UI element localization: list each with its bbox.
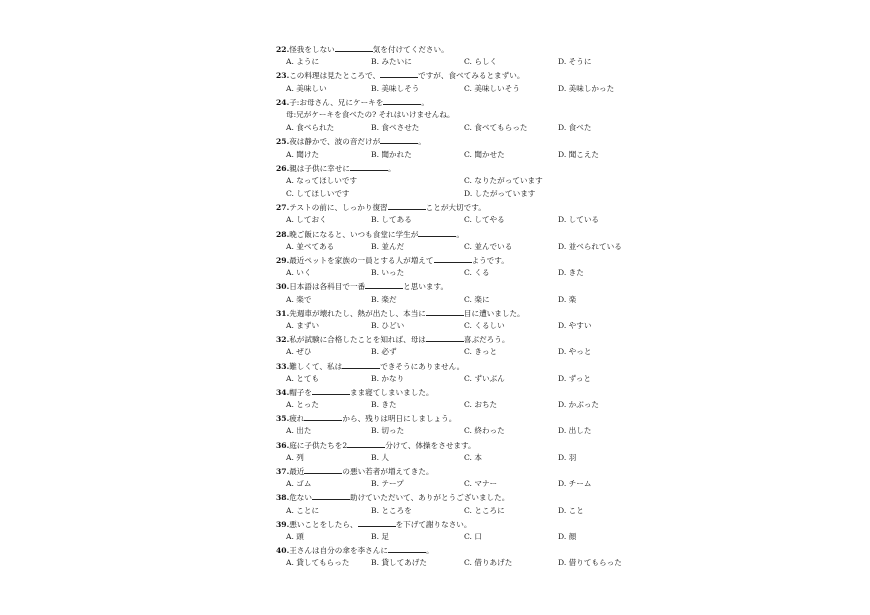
option-left: C. してほしいです: [286, 189, 350, 199]
answer-blank: [426, 332, 464, 342]
question-line: [276, 279, 636, 292]
option-b: B. いった: [371, 268, 405, 278]
question-stem-after: 。: [456, 229, 464, 239]
question-line: [276, 306, 636, 319]
answer-blank: [434, 253, 472, 263]
option-d: D. 食べた: [558, 123, 592, 133]
option-b: B. 食べさせた: [371, 123, 420, 133]
question-stem-before: 子:お母さん、兄にケーキを: [289, 97, 384, 107]
option-a: A. とても: [286, 373, 320, 383]
question-number: 27.: [276, 203, 290, 213]
question-stem-before: 日本語は各科目で一番: [289, 282, 366, 292]
answer-blank: [347, 438, 385, 448]
option-left: A. なってほしいです: [286, 175, 358, 185]
question-line: [276, 227, 636, 240]
option-c: C. らしく: [464, 57, 498, 67]
options-row: [276, 319, 636, 332]
options-row: [276, 213, 636, 226]
question-number: 33.: [276, 361, 290, 371]
question-line: [276, 411, 636, 424]
options-row: [276, 174, 636, 187]
option-d: D. 借りてもらった: [558, 558, 622, 568]
option-a: A. しておく: [286, 215, 327, 225]
question-line: [276, 385, 636, 398]
option-b: B. みたいに: [371, 57, 412, 67]
option-c: C. 並んでいる: [464, 241, 513, 251]
option-c: C. 食べてもらった: [464, 123, 528, 133]
question-stem-after: と思います。: [403, 282, 449, 292]
question-stem-after: から、残りは明日にしましょう。: [342, 414, 457, 424]
question-line: [276, 134, 636, 147]
options-row: [276, 530, 636, 543]
question-line: [276, 161, 636, 174]
question-stem-before: 夜は静かで、波の音だけが: [289, 137, 381, 147]
question-stem-before: 危ない: [289, 493, 312, 503]
option-d: D. かぶった: [558, 400, 600, 410]
option-a: A. ことに: [286, 505, 320, 515]
answer-blank: [350, 161, 388, 171]
option-right: C. なりたがっています: [464, 175, 543, 185]
option-a: A. とった: [286, 400, 319, 410]
question-stem-before: 先週車が壊れたし、熱が出たし、本当に: [289, 308, 426, 318]
question-number: 37.: [276, 467, 290, 476]
option-d: D. チーム: [558, 479, 592, 489]
question-stem-after: 分けて、体操をさせます。: [385, 440, 476, 450]
option-a: A. 美味しい: [286, 83, 327, 93]
question-stem-before: 王さんは自分の傘を李さんに: [289, 546, 388, 556]
options-row: [276, 451, 636, 464]
question-stem-before: 晩ご飯になると、いつも食堂に学生が: [289, 229, 419, 239]
options-row: [276, 293, 636, 306]
option-a: A. ぜひ: [286, 347, 312, 357]
option-d: D. やっと: [558, 347, 592, 357]
question-number: 40.: [276, 546, 290, 556]
answer-blank: [365, 279, 403, 289]
option-a: A. まずい: [286, 320, 320, 330]
option-a: A. ように: [286, 57, 320, 67]
option-c: C. くるしい: [464, 320, 505, 330]
options-row: [276, 372, 636, 385]
question-stem-before: 悪いことをしたら、: [289, 519, 358, 529]
question-number: 34.: [276, 387, 290, 397]
question-number: 23.: [276, 71, 290, 81]
option-d: D. 聞こえた: [558, 149, 600, 159]
question-number: 35.: [276, 414, 290, 424]
question-line: [276, 68, 636, 81]
option-c: C. 借りあげた: [464, 558, 513, 568]
question-number: 26.: [276, 163, 290, 173]
question-line: [276, 200, 636, 213]
option-b: B. 足: [371, 531, 390, 541]
option-d: D. 美味しかった: [558, 83, 615, 93]
question-line: [276, 517, 636, 530]
options-row: [276, 345, 636, 358]
question-number: 30.: [276, 282, 290, 292]
option-d: D. 並べられている: [558, 241, 622, 251]
question-stem-before: 私が試験に合格したことを知れば、母は: [289, 335, 426, 345]
options-row: [276, 424, 636, 437]
question-stem-before: テストの前に、しっかり復習: [289, 203, 388, 213]
answer-blank: [312, 385, 350, 395]
answer-blank: [304, 464, 342, 474]
question-line: [276, 464, 636, 477]
option-c: C. くる: [464, 268, 490, 278]
question-stem-before: 難しくて、私は: [289, 361, 343, 371]
question-line: [276, 359, 636, 372]
question-stem-after: できそうにありません。: [380, 361, 465, 371]
options-row: [276, 398, 636, 411]
question-stem-after: 。: [418, 137, 426, 147]
question-subline: 母:兄がケーキを食べたの? それはいけませんね。: [286, 109, 455, 119]
options-row: [276, 82, 636, 95]
option-d: D. 顔: [558, 531, 577, 541]
option-c: C. 聞かせた: [464, 149, 505, 159]
option-b: B. 必ず: [371, 347, 397, 357]
option-d: D. きた: [558, 268, 584, 278]
question-stem-after: ですが、食べてみるとまずい。: [418, 71, 525, 81]
question-line: [276, 490, 636, 503]
option-c: C. 本: [464, 452, 482, 462]
question-stem-after: 喜ぶだろう。: [463, 335, 510, 345]
option-b: B. 人: [371, 452, 390, 462]
option-a: A. 頭: [286, 531, 304, 541]
option-b: B. 切った: [371, 426, 405, 436]
option-d: D. やすい: [558, 320, 592, 330]
question-stem-after: ようです。: [471, 256, 509, 265]
question-stem-after: 。: [421, 97, 429, 107]
question-line: [276, 332, 636, 345]
option-d: D. 出した: [558, 426, 592, 436]
option-d: D. ずっと: [558, 373, 591, 383]
question-number: 36.: [276, 440, 290, 450]
answer-blank: [335, 42, 373, 52]
question-stem-after: 。: [387, 163, 396, 173]
option-b: B. テープ: [371, 479, 404, 489]
option-c: C. 楽に: [464, 294, 490, 304]
question-stem-before: 疲れ: [289, 414, 305, 424]
answer-blank: [418, 227, 456, 237]
option-a: A. いく: [286, 268, 312, 278]
question-stem-before: 最近ペットを家族の一員とする人が増えて: [289, 256, 434, 265]
answer-blank: [304, 411, 342, 421]
option-c: C. 美味しいそう: [464, 83, 520, 93]
option-a: A. 列: [286, 452, 304, 462]
option-d: D. そうに: [558, 57, 592, 67]
option-d: D. 羽: [558, 452, 577, 462]
question-number: 25.: [276, 137, 290, 147]
answer-blank: [358, 517, 396, 527]
option-b: B. かなり: [371, 373, 405, 383]
options-row: [276, 240, 636, 253]
question-line: [276, 438, 636, 451]
option-a: A. 貸してもらった: [286, 558, 350, 568]
option-d: D. している: [558, 215, 600, 225]
question-stem-before: 怪我をしない: [289, 45, 335, 54]
question-stem-before: 最近: [289, 467, 305, 476]
option-a: A. 食べられた: [286, 123, 335, 133]
question-line: [276, 42, 636, 55]
option-a: A. 出た: [286, 426, 312, 436]
question-line: [276, 95, 636, 108]
option-a: A. ゴム: [286, 479, 312, 489]
question-stem-after: まま寝てしまいました。: [350, 387, 434, 397]
question-stem-after: ことが大切です。: [425, 203, 486, 213]
option-b: B. ひどい: [371, 320, 405, 330]
answer-blank: [312, 490, 350, 500]
question-stem-after: 目に遭いました。: [463, 308, 525, 318]
answer-blank: [426, 306, 464, 316]
question-number: 24.: [276, 97, 290, 107]
answer-blank: [383, 95, 421, 105]
option-c: C. 終わった: [464, 426, 505, 436]
option-d: D. 楽: [558, 294, 577, 304]
option-b: B. 美味しそう: [371, 83, 420, 93]
options-row: [276, 504, 636, 517]
option-b: B. 並んだ: [371, 241, 405, 251]
option-b: B. 楽だ: [371, 294, 397, 304]
option-a: A. 聞けた: [286, 149, 320, 159]
option-c: C. 口: [464, 531, 482, 541]
options-row: [276, 121, 636, 134]
answer-blank: [342, 359, 380, 369]
question-number: 28.: [276, 229, 290, 239]
answer-blank: [380, 68, 418, 78]
question-stem-before: 親は子供に幸せに: [289, 163, 350, 173]
options-row: [276, 477, 636, 490]
answer-blank: [388, 543, 426, 553]
question-number: 38.: [276, 493, 290, 503]
question-sheet: [276, 42, 636, 570]
option-b: B. 貸してあげた: [371, 558, 427, 568]
options-row: [276, 55, 636, 68]
question-stem-after: 助けていただいて、ありがとうございました。: [350, 493, 510, 503]
option-c: C. マナー: [464, 479, 498, 489]
option-a: A. 並べてある: [286, 241, 335, 251]
options-row: [276, 266, 636, 279]
option-d: D. こと: [558, 505, 584, 515]
option-b: B. してある: [371, 215, 412, 225]
option-b: B. 聞かれた: [371, 149, 412, 159]
option-c: C. きっと: [464, 347, 498, 357]
question-number: 29.: [276, 256, 290, 265]
options-row: [276, 187, 636, 200]
option-c: C. ずいぶん: [464, 373, 505, 383]
question-number: 22.: [276, 45, 290, 54]
answer-blank: [380, 134, 418, 144]
options-row: [276, 556, 636, 569]
question-stem-before: 帽子を: [289, 387, 312, 397]
option-c: C. おちた: [464, 400, 498, 410]
options-row: [276, 148, 636, 161]
question-line: [276, 253, 636, 266]
question-number: 32.: [276, 335, 290, 345]
option-b: B. ところを: [371, 505, 412, 515]
question-number: 39.: [276, 519, 290, 529]
question-stem-after: 気を付けてください。: [372, 45, 449, 54]
question-stem-after: を下げて謝りなさい。: [395, 519, 472, 529]
question-number: 31.: [276, 308, 290, 318]
option-c: C. してやる: [464, 215, 505, 225]
question-stem-before: 庭に子供たちを2: [289, 440, 348, 450]
option-right: D. したがっています: [464, 189, 536, 199]
question-line: [276, 543, 636, 556]
option-a: A. 楽で: [286, 294, 312, 304]
question-stem-after: の悪い若者が増えてきた。: [342, 467, 434, 476]
question-stem-before: この料理は見たところで、: [289, 71, 381, 81]
option-b: B. きた: [371, 400, 397, 410]
question-stem-after: 。: [425, 546, 434, 556]
answer-blank: [388, 200, 426, 210]
option-c: C. ところに: [464, 505, 505, 515]
